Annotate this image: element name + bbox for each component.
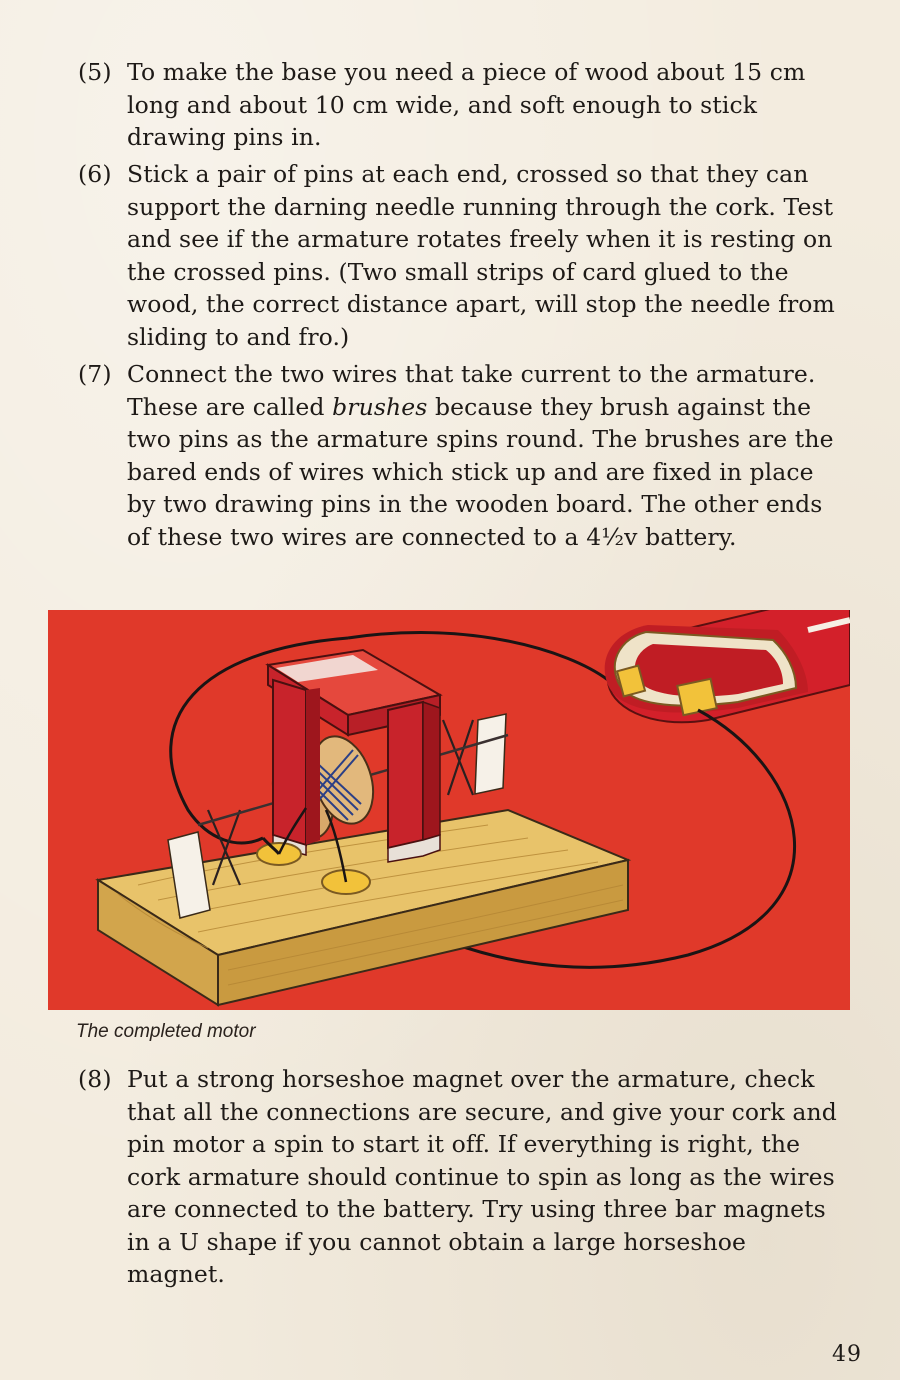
instruction-step-6: [78, 158, 838, 353]
instruction-step-8: [78, 1063, 838, 1291]
step-text: Put a strong horseshoe magnet over the armature, check that all the connections are secure, and give your cork and pin motor a spin to start it off. If everything is right, the cork armature should continue to spin as long as the wires are connected to the battery. Try using three bar magnets in a U shape if you cannot obtain a large horseshoe magnet.: [127, 1065, 837, 1288]
step-text-end: because they brush against the two pins as the armature spins round. The brushes are the bared ends of wires which stick up and are fixed in place by two drawing pins in the wooden board. The other ends of these two wires are connected to a 4½v battery.: [127, 392, 834, 551]
step-text: [127, 358, 838, 553]
battery-terminal-right: [677, 679, 716, 715]
step-text: Stick a pair of pins at each end, crossed so that they can support the darning needle running through the cork. Test and see if the armature rotates freely when it is resting on the crossed pins. (Two small strips of card glued to the wood, the correct distance apart, will stop the needle from sliding to and fro.): [127, 160, 835, 351]
step-number: (8): [78, 1065, 112, 1093]
figure-caption: The completed motor: [76, 1021, 256, 1042]
instruction-step-7: [78, 358, 838, 553]
motor-illustration: [48, 610, 850, 1010]
card-strip-right: [475, 714, 506, 794]
emphasized-term: brushes: [332, 392, 428, 421]
step-number: (5): [78, 58, 112, 86]
page-number: 49: [832, 1342, 862, 1367]
motor-drawing: [48, 610, 850, 1010]
step-text: To make the base you need a piece of wood about 15 cm long and about 10 cm wide, and soft enough to stick drawing pins in.: [127, 58, 806, 151]
instruction-step-5: [78, 56, 838, 154]
step-text-start: Connect the two wires that take current to the armature. These are called: [127, 360, 816, 421]
step-number: (7): [78, 360, 112, 388]
step-number: (6): [78, 160, 112, 188]
